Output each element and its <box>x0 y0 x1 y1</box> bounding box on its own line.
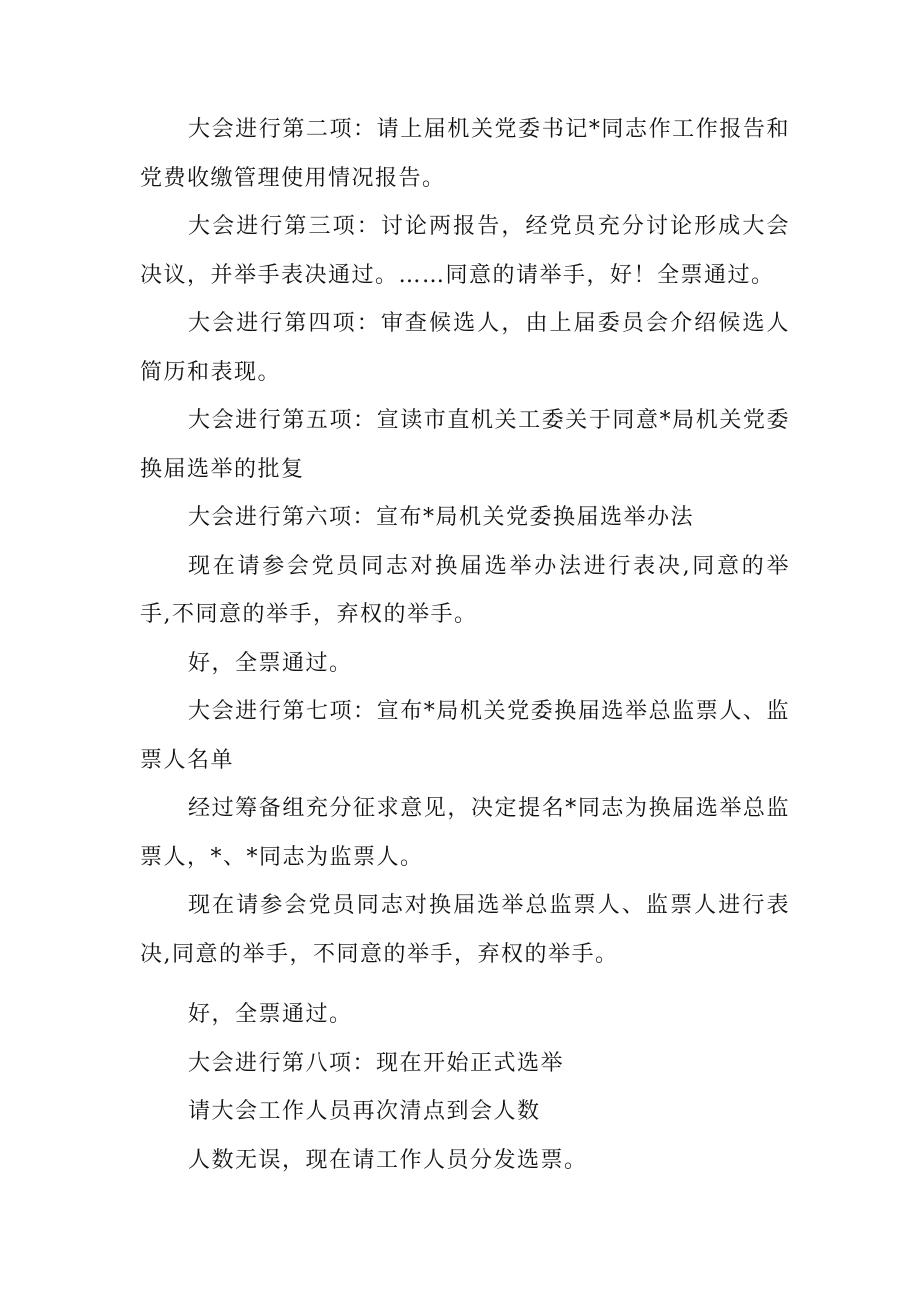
document-body <box>140 106 790 1185</box>
paragraph-passed-1: 好，全票通过。 <box>188 650 353 676</box>
paragraph-nomination: 经过筹备组充分征求意见，决定提名*同志为换届选举总监票人，*、*同志为监票人。 <box>140 796 790 870</box>
paragraph-item-8: 大会进行第八项：现在开始正式选举 <box>188 1050 565 1076</box>
paragraph-item-7: 大会进行第七项：宣布*局机关党委换届选举总监票人、监票人名单 <box>140 699 790 773</box>
paragraph-distribute-ballots: 人数无误，现在请工作人员分发选票。 <box>188 1147 588 1173</box>
paragraph-vote-method: 现在请参会党员同志对换届选举办法进行表决,同意的举手,不同意的举手，弃权的举手。 <box>140 553 790 627</box>
paragraph-item-3: 大会进行第三项：讨论两报告，经党员充分讨论形成大会决议，并举手表决通过。……同意的请举手，好！全票通过。 <box>140 214 790 288</box>
paragraph-headcount: 请大会工作人员再次清点到会人数 <box>188 1099 541 1124</box>
paragraph-item-6: 大会进行第六项：宣布*局机关党委换届选举办法 <box>188 505 695 530</box>
paragraph-passed-2: 好，全票通过。 <box>188 1002 353 1027</box>
paragraph-vote-scrutineers: 现在请参会党员同志对换届选举总监票人、监票人进行表决,同意的举手，不同意的举手，弃权的举手。 <box>140 893 790 967</box>
paragraph-item-2: 大会进行第二项：请上届机关党委书记*同志作工作报告和党费收缴管理使用情况报告。 <box>140 117 790 191</box>
paragraph-item-5: 大会进行第五项：宣读市直机关工委关于同意*局机关党委换届选举的批复 <box>140 408 790 482</box>
paragraph-item-4: 大会进行第四项：审查候选人，由上届委员会介绍候选人简历和表现。 <box>140 311 790 385</box>
